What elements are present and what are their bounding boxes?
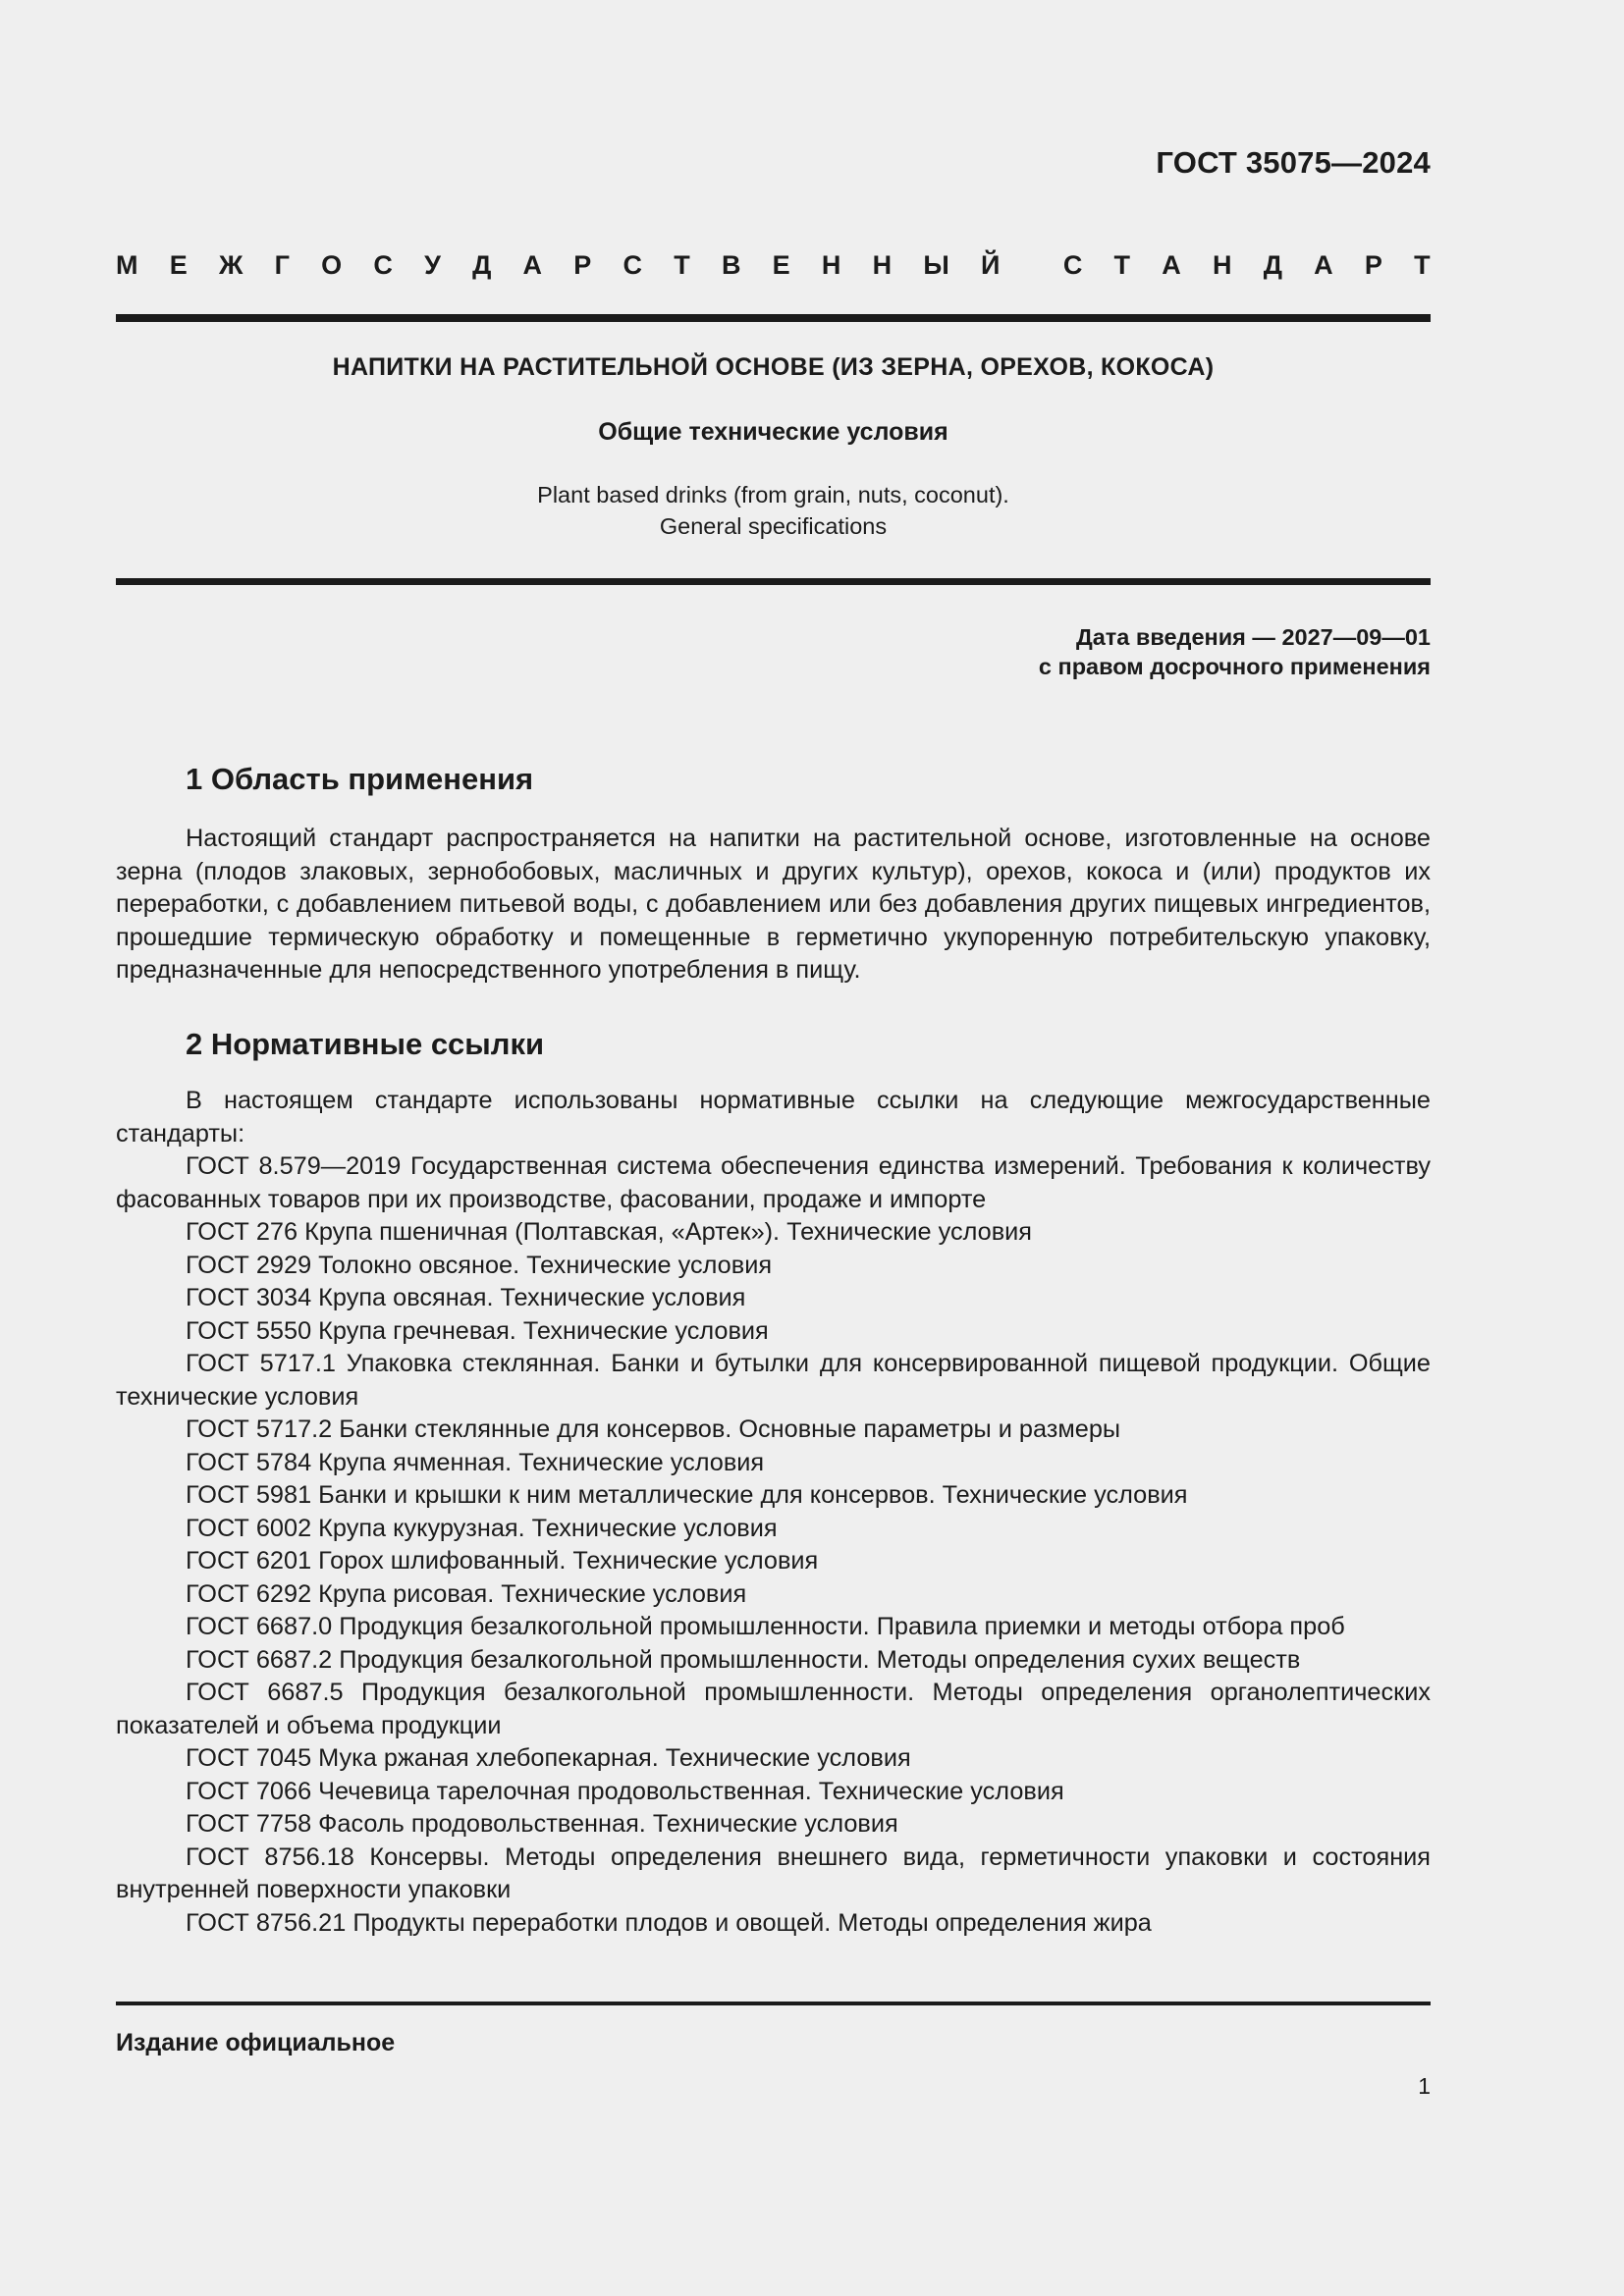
english-title [116,479,1431,542]
section-2-intro: В настоящем стандарте использованы нормативные ссылки на следующие межгосударственные стандарты: [116,1087,1431,1148]
banner-letter: Н [821,250,841,280]
reference-item: ГОСТ 7045 Мука ржаная хлебопекарная. Технические условия [186,1744,911,1772]
reference-item: ГОСТ 8756.18 Консервы. Методы определения внешнего вида, герметичности упаковки и состояния внутренней поверхности упаковки [116,1842,1431,1903]
banner-letter: М [116,250,138,280]
banner-letter: У [424,250,441,280]
normative-references-list [116,1150,1431,1940]
banner-letter: О [321,250,343,280]
banner-letter: Р [1364,250,1382,280]
top-divider [116,314,1431,322]
banner-letter: Д [472,250,492,280]
banner-letter: Т [674,250,690,280]
reference-item: ГОСТ 7758 Фасоль продовольственная. Технические условия [186,1810,898,1838]
reference-item: ГОСТ 6201 Горох шлифованный. Технические условия [186,1547,819,1575]
document-number: ГОСТ 35075—2024 [1156,145,1431,180]
banner-letter: Т [1414,250,1431,280]
reference-item: ГОСТ 3034 Крупа овсяная. Технические условия [186,1284,746,1311]
reference-item: ГОСТ 8.579—2019 Государственная система обеспечения единства измерений. Требования к количеству фасованных товаров при их производстве, фасовании, продаже и импорте [116,1152,1431,1213]
banner-letter: Р [573,250,592,280]
banner-letter: Й [980,250,1001,280]
banner-letter: С [623,250,642,280]
banner-letter: Г [274,250,290,280]
banner-letter: А [1162,250,1181,280]
banner-letter: В [721,250,741,280]
early-application-note: с правом досрочного применения [1038,654,1431,679]
introduction-date-block [1039,622,1431,681]
banner-letter: Е [772,250,790,280]
section-1-heading: 1 Область применения [186,762,534,796]
reference-item: ГОСТ 8756.21 Продукты переработки плодов и овощей. Методы определения жира [186,1908,1152,1937]
document-page [116,0,1431,2296]
banner-letter: А [1314,250,1333,280]
reference-item: ГОСТ 6687.5 Продукция безалкогольной промышленности. Методы определения органолептических показателей и объема продукции [116,1679,1431,1739]
reference-item: ГОСТ 276 Крупа пшеничная (Полтавская, «Артек»). Технические условия [186,1218,1032,1246]
standard-type-banner [116,250,1431,281]
banner-letter: Н [1212,250,1232,280]
reference-item: ГОСТ 5550 Крупа гречневая. Технические условия [186,1316,769,1345]
banner-letter: С [1062,250,1083,280]
section-1-text: Настоящий стандарт распространяется на напитки на растительной основе, изготовленные на основе зерна (плодов злаковых, зернобобовых, масличных и других культур), орехов, кокоса и (или) продуктов их переработки, с добавлением питьевой воды, с добавлением или без добавления других пищевых ингредиентов, прошедшие термическую обработку и помещенные в герметично укупоренную потребительскую упаковку, предназначенные для непосредственного употребления в пищу. [116,825,1431,984]
banner-letter: Е [169,250,188,280]
banner-letter: С [373,250,393,280]
title-divider [116,578,1431,585]
banner-letter: Т [1113,250,1131,280]
banner-letter: Ы [923,250,949,280]
reference-item: ГОСТ 6292 Крупа рисовая. Технические условия [186,1579,747,1608]
section-2-heading: 2 Нормативные ссылки [186,1027,545,1061]
reference-item: ГОСТ 2929 Толокно овсяное. Технические условия [186,1251,773,1279]
official-edition-label: Издание официальное [116,2029,396,2056]
introduction-date: Дата введения — 2027—09—01 [1075,624,1431,650]
reference-item: ГОСТ 5717.1 Упаковка стеклянная. Банки и бутылки для консервированной пищевой продукции. Общие технические условия [116,1350,1431,1411]
banner-letter: Д [1263,250,1282,280]
banner-letter: Н [872,250,893,280]
reference-item: ГОСТ 6687.2 Продукция безалкогольной промышленности. Методы определения сухих веществ [186,1645,1301,1674]
reference-item: ГОСТ 6002 Крупа кукурузная. Технические условия [186,1514,778,1542]
reference-item: ГОСТ 5717.2 Банки стеклянные для консервов. Основные параметры и размеры [186,1415,1121,1443]
reference-item: ГОСТ 7066 Чечевица тарелочная продовольственная. Технические условия [186,1777,1064,1805]
banner-letter: Ж [218,250,244,280]
english-title-line: General specifications [659,513,888,539]
reference-item: ГОСТ 5981 Банки и крышки к ним металлические для консервов. Технические условия [186,1481,1188,1509]
reference-item: ГОСТ 6687.0 Продукция безалкогольной промышленности. Правила приемки и методы отбора проб [186,1613,1345,1640]
footer-divider [116,2002,1431,2005]
document-title: НАПИТКИ НА РАСТИТЕЛЬНОЙ ОСНОВЕ (ИЗ ЗЕРНА, ОРЕХОВ, КОКОСА) [332,353,1215,381]
english-title-line: Plant based drinks (from grain, nuts, coconut). [537,482,1009,507]
reference-item: ГОСТ 5784 Крупа ячменная. Технические условия [186,1448,765,1476]
document-subtitle: Общие технические условия [598,418,948,446]
page-number: 1 [1418,2073,1431,2099]
banner-letter: А [522,250,543,280]
